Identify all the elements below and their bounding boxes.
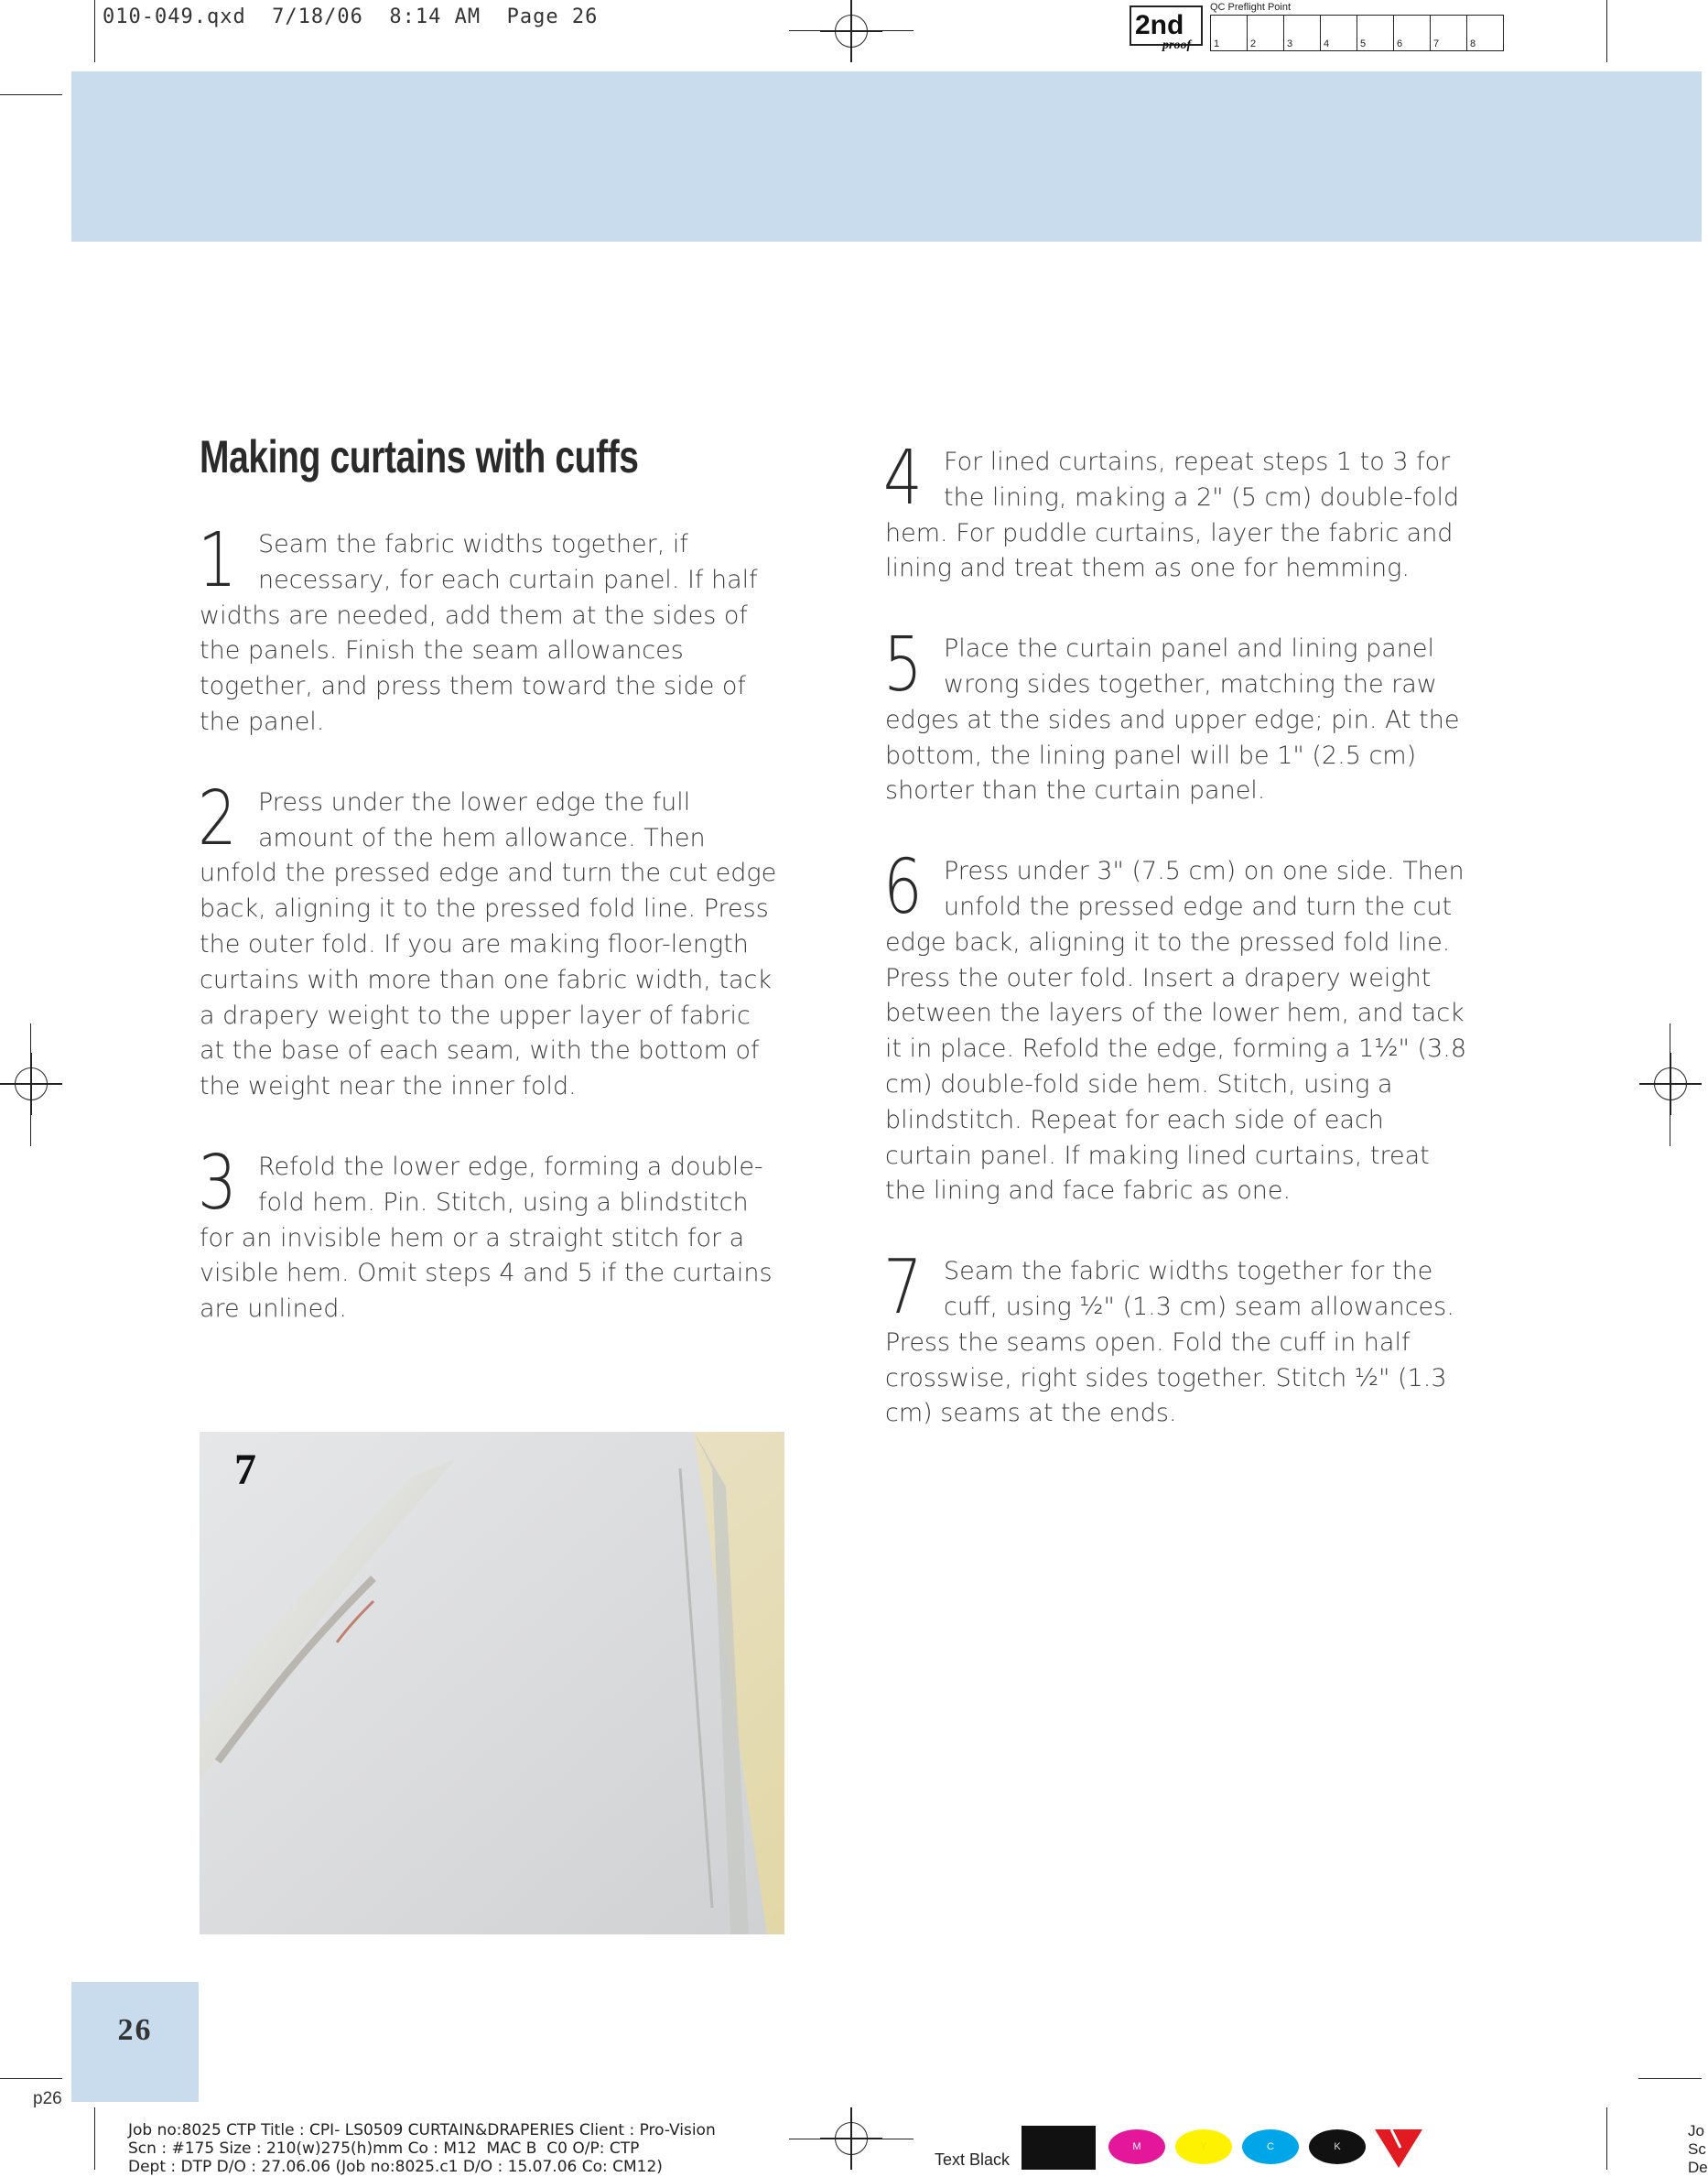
registration-mark-icon xyxy=(0,1053,62,1115)
registration-mark-icon xyxy=(1639,1053,1702,1115)
qc-cells xyxy=(1210,15,1504,51)
photo-step-label: 7 xyxy=(234,1446,256,1494)
crop-mark xyxy=(1606,2107,1607,2170)
step-number: 3 xyxy=(198,1139,237,1227)
header-band xyxy=(71,71,1702,242)
proof-sub-text: proof xyxy=(1162,38,1192,52)
page-title: Making curtains with cuffs xyxy=(200,431,639,482)
black-swatch xyxy=(1022,2126,1096,2170)
footer-page-ref: p26 xyxy=(33,2089,62,2108)
qc-label: QC Preflight Point xyxy=(1210,2,1292,13)
qc-cell: 7 xyxy=(1431,16,1467,50)
proof-stamp xyxy=(1130,2,1500,52)
qc-cell: 5 xyxy=(1357,16,1394,50)
steps-right-column xyxy=(883,435,1467,1432)
footer-clipped-text: Jo Sc De xyxy=(1688,2122,1708,2176)
crop-mark xyxy=(0,2078,62,2079)
step-5 xyxy=(883,622,1467,809)
step-6 xyxy=(883,844,1467,1209)
step-text: Press under the lower edge the full amount of the hem allowance. Then unfold the pressed edge and turn the cut edge back, aligning it to the pressed fold line. Press the outer fold. If you are making floor-length curtains with more than one fabric width, tack a drapery weight to the upper layer of fabric at the base of each seam, with the bottom of the weight near the inner fold. xyxy=(200,787,777,1101)
registration-line xyxy=(789,30,913,31)
step-3 xyxy=(198,1139,781,1327)
qc-cell: 6 xyxy=(1394,16,1431,50)
page-number: 26 xyxy=(117,2013,153,2047)
step-number: 5 xyxy=(883,622,923,709)
registration-mark-icon xyxy=(820,0,882,62)
step-text: Seam the fabric widths together for the cuff, using ½" (1.3 cm) seam allowances. Press the seams open. Fold the cuff in half crosswise, right sides together. Stitch ½" (1.3 cm) seams at the ends. xyxy=(885,1257,1454,1428)
step-number: 7 xyxy=(883,1244,923,1332)
qc-cell: 2 xyxy=(1248,16,1284,50)
crop-mark xyxy=(94,0,95,62)
cyan-swatch: C xyxy=(1242,2129,1299,2164)
step-text: For lined curtains, repeat steps 1 to 3 for the lining, making a 2" (5 cm) double-fold hem. For puddle curtains, layer the fabric and lining and treat them as one for hemming. xyxy=(885,448,1460,583)
crop-mark xyxy=(1606,0,1607,62)
job-line: Dept : DTP D/O : 27.06.06 (Job no:8025.c1 D/O : 15.07.06 Co: CM12) xyxy=(128,2158,663,2176)
step-2 xyxy=(198,774,781,1105)
step-text: Refold the lower edge, forming a double-fold hem. Pin. Stitch, using a blindstitch for an invisible hem or a straight stitch for a visible hem. Omit steps 4 and 5 if the curtains are unlined. xyxy=(200,1152,773,1324)
footer-job-info xyxy=(128,2121,716,2176)
yellow-swatch: Y xyxy=(1175,2129,1232,2164)
crop-mark xyxy=(94,2107,95,2170)
job-line: Job no:8025 CTP Title : CPI- LS0509 CURTAIN&DRAPERIES Client : Pro-Vision xyxy=(128,2121,716,2139)
proof-label-text: 2nd xyxy=(1135,10,1184,40)
step-1 xyxy=(198,517,781,741)
step-text: Seam the fabric widths together, if necessary, for each curtain panel. If half widths are needed, add them at the sides of the panels. Finish the seam allowances together, and press them toward the side of the panel. xyxy=(200,530,758,736)
page-number-box xyxy=(71,1982,199,2102)
crop-mark xyxy=(1638,2078,1702,2079)
text-black-label: Text Black xyxy=(935,2150,1011,2169)
step-number: 6 xyxy=(883,844,923,932)
step-number: 1 xyxy=(198,517,237,604)
magenta-swatch: M xyxy=(1108,2129,1165,2164)
qc-cell: 8 xyxy=(1470,38,1476,49)
step-photo xyxy=(200,1432,784,1934)
step-number: 2 xyxy=(198,774,237,862)
registration-line xyxy=(30,1024,31,1146)
proof-label xyxy=(1130,5,1203,52)
qc-cell: 3 xyxy=(1284,16,1321,50)
step-text: Press under 3" (7.5 cm) on one side. Then unfold the pressed edge and turn the cut edge back, aligning it to the pressed fold line. Press the outer fold. Insert a drapery weight between the layers of the lower hem, and tack it in place. Refold the edge, forming a 1½" (3.8 cm) double-fold side hem. Stitch, using a blindstitch. Repeat for each side of each curtain panel. If making lined curtains, treat the lining and face fabric as one. xyxy=(885,857,1467,1206)
qc-cell: 1 xyxy=(1211,16,1248,50)
qc-cell: 4 xyxy=(1321,16,1357,50)
step-number: 4 xyxy=(883,435,923,522)
step-4 xyxy=(883,435,1467,587)
steps-left-column xyxy=(198,517,781,1327)
red-arrow-icon xyxy=(1373,2126,1424,2170)
key-swatch: K xyxy=(1309,2129,1366,2164)
slug-file-info: 010-049.qxd 7/18/06 8:14 AM Page 26 xyxy=(103,5,599,28)
step-text: Place the curtain panel and lining panel wrong sides together, matching the raw edges at the sides and upper edge; pin. At the bottom, the lining panel will be 1" (2.5 cm) shorter than the curtain panel. xyxy=(885,634,1460,806)
job-line: Scn : #175 Size : 210(w)275(h)mm Co : M12 MAC B C0 O/P: CTP xyxy=(128,2139,640,2158)
crop-mark xyxy=(0,94,62,95)
fabric-photo-illustration xyxy=(200,1432,784,1934)
step-7 xyxy=(883,1244,1467,1432)
